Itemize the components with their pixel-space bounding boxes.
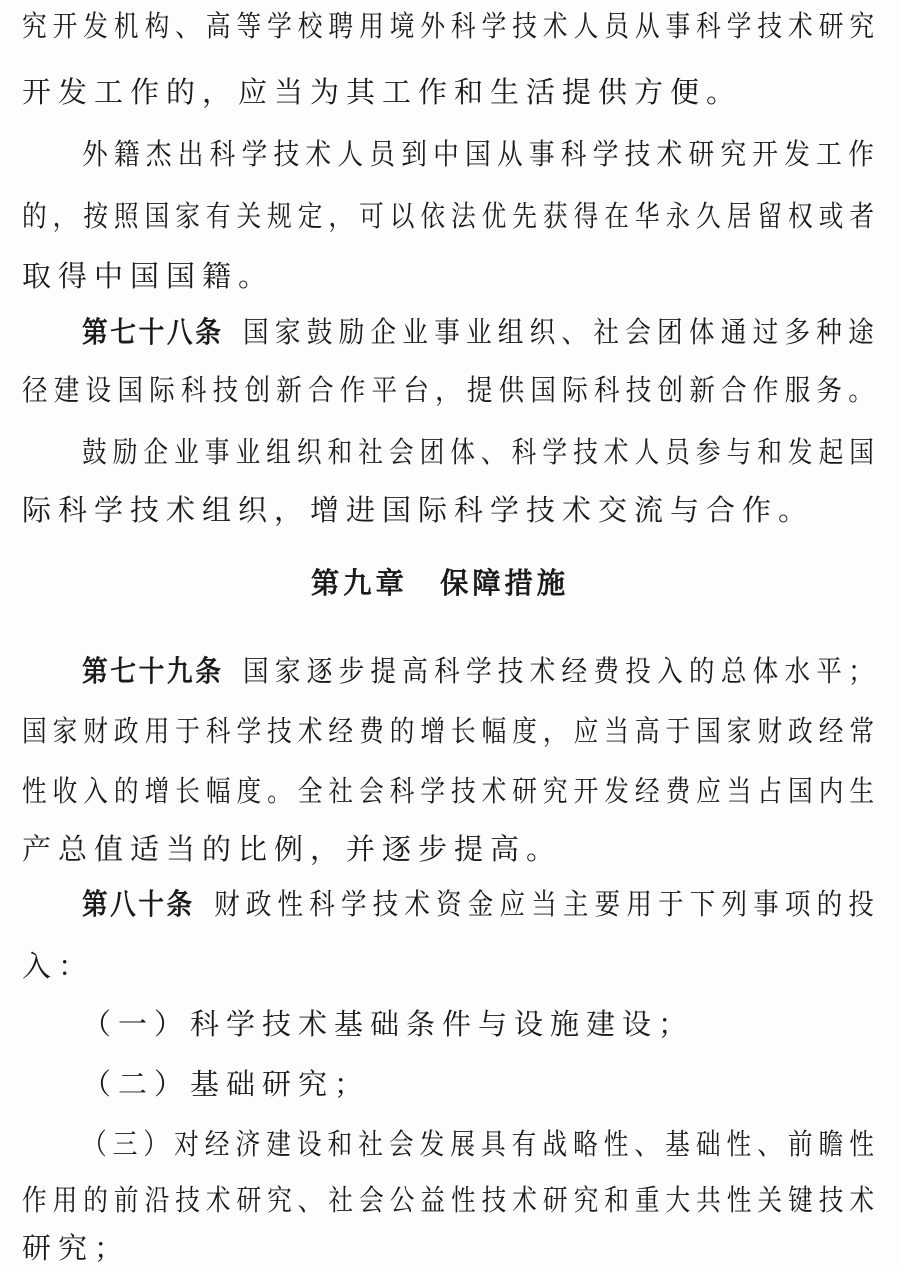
text-line-2: 开发工作的，应当为其工作和生活提供方便。 — [22, 75, 743, 109]
text-line-12: 性收入的增长幅度。全社会科学技术研究开发经费应当占国内生 — [22, 774, 880, 808]
text-line-8: 鼓励企业事业组织和社会团体、科学技术人员参与和发起国 — [82, 435, 880, 469]
text-line-3: 外籍杰出科学技术人员到中国从事科学技术研究开发工作 — [82, 137, 880, 171]
list-item-1: （一）科学技术基础条件与设施建设； — [82, 1007, 695, 1041]
text-line-13: 产总值适当的比例，并逐步提高。 — [22, 832, 563, 866]
text-line-4: 的，按照国家有关规定，可以依法优先获得在华永久居留权或者 — [22, 199, 880, 233]
article-78-text: 国家鼓励企业事业组织、社会团体通过多种途 — [243, 315, 880, 349]
text-line-15: 入： — [22, 949, 95, 983]
article-78-title: 第七十八条 — [82, 315, 224, 349]
text-line-7: 径建设国际科技创新合作平台，提供国际科技创新合作服务。 — [22, 373, 880, 407]
article-79-first-line — [82, 651, 880, 691]
chapter-heading: 第九章 保障措施 — [310, 566, 570, 600]
article-80-text: 财政性科学技术资金应当主要用于下列事项的投 — [214, 887, 880, 921]
article-80-title: 第八十条 — [82, 887, 195, 921]
list-item-2: （二）基础研究； — [82, 1067, 371, 1101]
article-80-first-line — [82, 884, 880, 924]
text-line-1: 究开发机构、高等学校聘用境外科学技术人员从事科学技术研究 — [22, 9, 880, 43]
list-item-3: （三）对经济建设和社会发展具有战略性、基础性、前瞻性 — [82, 1127, 880, 1161]
article-79-title: 第七十九条 — [82, 654, 224, 688]
text-line-11: 国家财政用于科学技术经费的增长幅度，应当高于国家财政经常 — [22, 714, 880, 748]
article-79-text: 国家逐步提高科学技术经费投入的总体水平； — [243, 654, 880, 688]
text-line-9: 际科学技术组织，增进国际科学技术交流与合作。 — [22, 493, 815, 527]
text-line-19: 作用的前沿技术研究、社会公益性技术研究和重大共性关键技术 — [22, 1183, 880, 1217]
article-78-first-line — [82, 312, 880, 352]
text-line-20: 研究； — [22, 1231, 131, 1265]
text-line-5: 取得中国国籍。 — [22, 259, 275, 293]
